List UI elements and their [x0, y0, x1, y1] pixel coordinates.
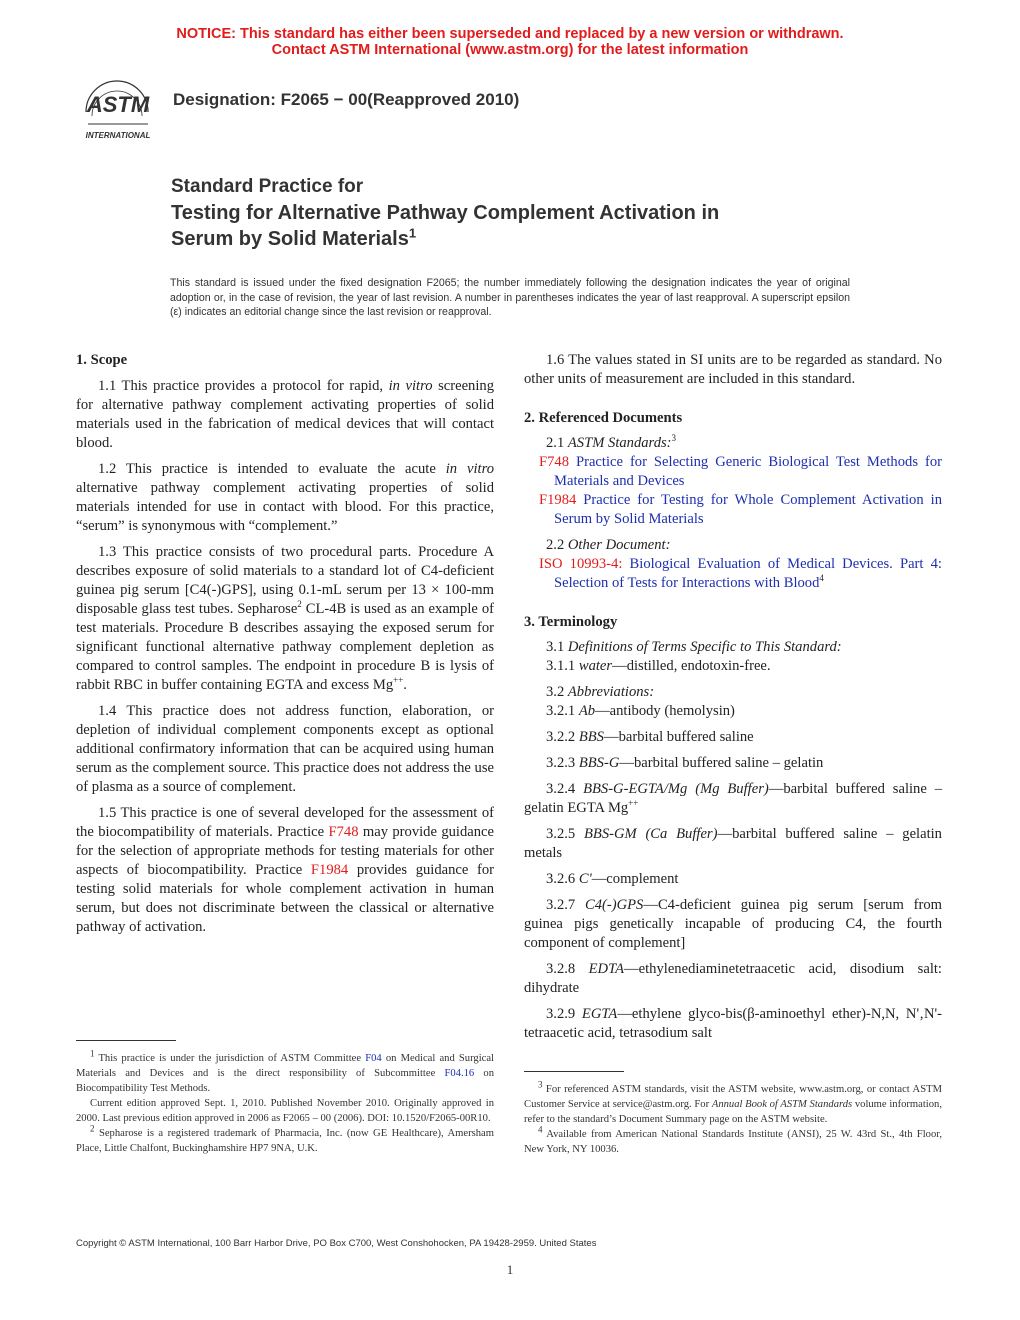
para-3-2-6: 3.2.6 C'—complement	[546, 871, 679, 887]
designation: Designation: F2065 − 00(Reapproved 2010)	[173, 90, 520, 109]
notice-line-1: NOTICE: This standard has either been superseded and replaced by a new version or withdrawn.	[176, 26, 844, 42]
section-1-heading: 1. Scope	[76, 352, 128, 368]
para-3-1-1: 3.1.1 water—distilled, endotoxin-free.	[546, 658, 771, 674]
para-3-2-9: 3.2.9 EGTA—ethylene glyco-bis(β-aminoethyl ether)-N,N, N'‚N'-tetraacetic acid, tetrasodium salt	[524, 1006, 942, 1041]
footnote-2: $^2$ Sepharose is a registered trademark of Pharmacia, Inc. (now GE Healthcare), Amersham Place, Little Chalfont, Buckinghamshire HP7 9NA, U.K.	[76, 1123, 494, 1154]
para-3-2-4: 3.2.4 BBS-G-EGTA/Mg (Mg Buffer)—barbital buffered saline – gelatin EGTA Mg++	[524, 781, 942, 816]
link-f1984[interactable]: F1984	[310, 862, 349, 878]
title-line-2: Testing for Alternative Pathway Complement Activation in	[171, 202, 720, 224]
para-1-2: 1.2 This practice is intended to evaluate the acute in vitro alternative pathway complement activating properties of solid materials intended for use in contact with blood. For this practice, “serum” is synonymous with “complement.”	[76, 461, 495, 534]
footnote-rule-right	[524, 1071, 624, 1072]
left-column	[76, 351, 494, 937]
document-title	[171, 174, 891, 252]
para-3-2-2: 3.2.2 BBS—barbital buffered saline	[546, 729, 754, 745]
para-3-2: 3.2 Abbreviations:	[546, 684, 655, 700]
para-3-2-5: 3.2.5 BBS-GM (Ca Buffer)—barbital buffered saline – gelatin metals	[524, 826, 942, 861]
footnote-4: $^4$ Available from American National Standards Institute (ANSI), 25 W. 43rd St., 4th Floor, New York, NY 10036.	[524, 1124, 942, 1155]
para-3-2-8: 3.2.8 EDTA—ethylenediaminetetraacetic acid, disodium salt: dihydrate	[524, 961, 942, 996]
title-line-1: Standard Practice for	[171, 176, 364, 197]
reference-f748[interactable]: F748 Practice for Selecting Generic Biological Test Methods for Materials and Devices	[539, 454, 942, 489]
title-line-3	[171, 226, 891, 252]
para-1-6: 1.6 The values stated in SI units are to be regarded as standard. No other units of measurement are included in this standard.	[524, 352, 942, 387]
footnotes-left	[76, 1048, 494, 1156]
para-1-1: 1.1 This practice provides a protocol for rapid, in vitro screening for alternative pathway complement activating properties of solid materials used in the fabrication of medical devices that will contact blood.	[76, 378, 494, 451]
astm-logo	[76, 78, 160, 142]
link-committee-f04[interactable]: F04	[365, 1053, 382, 1064]
para-1-4: 1.4 This practice does not address function, elaboration, or depletion of individual complement components except as optional additional confirmatory information that can be acquired using human serum as the complement source. This practice does not address the use of plasma as a source of complement.	[76, 703, 494, 795]
copyright: Copyright © ASTM International, 100 Barr Harbor Drive, PO Box C700, West Conshohocken, PA 19428-2959. United States	[76, 1238, 597, 1249]
footnote-1-edition: Current edition approved Sept. 1, 2010. Published November 2010. Originally approved in 2000. Last previous edition approved in 2006 as F2065 – 00 (2006). DOI: 10.1520/F2065-00R10.	[76, 1098, 494, 1124]
footnote-rule-left	[76, 1040, 176, 1041]
right-column	[524, 351, 942, 1043]
para-3-2-1: 3.2.1 Ab—antibody (hemolysin)	[546, 703, 735, 719]
title-line-3-text: Serum by Solid Materials	[171, 228, 409, 250]
title-footnote-marker: 1	[408, 225, 417, 241]
link-subcommittee-f04-16[interactable]: F04.16	[444, 1068, 475, 1079]
para-1-3: 1.3 This practice consists of two procedural parts. Procedure A describes exposure of solid materials to a standard lot of C4-deficient guinea pig serum [C4(-)GPS], using 0.1-mL serum per 13 × 100-mm disposable glass test tubes. Sepharose$^2$ CL-4B is used as an example of test materials. Procedure B describes assaying the exposed serum for significant functional alternative pathway complement depletion as compared to control samples. The endpoint in procedure B is lysis of rabbit RBC in buffer containing EGTA and excess Mg++.	[76, 544, 494, 693]
para-3-1: 3.1 Definitions of Terms Specific to This Standard:	[546, 639, 842, 655]
para-3-2-3: 3.2.3 BBS-G—barbital buffered saline – gelatin	[546, 755, 824, 771]
section-3-heading: 3. Terminology	[524, 614, 618, 630]
footnote-3: $^3$ For referenced ASTM standards, visit the ASTM website, www.astm.org, or contact ASTM Customer Service at service@astm.org. For Annual Book of ASTM Standards volume information, refer to the standard’s Document Summary page on the ASTM website.	[524, 1079, 942, 1125]
issuance-note: This standard is issued under the fixed designation F2065; the number immediately following the designation indicates the year of original adoption or, in the case of revision, the year of last revision. A number in parentheses indicates the year of last reapproval. A superscript epsilon (ε) indicates an editorial change since the last revision or reapproval.	[170, 277, 850, 318]
section-2-heading: 2. Referenced Documents	[524, 410, 683, 426]
logo-text: ASTM	[86, 92, 150, 117]
para-2-2: 2.2 Other Document:	[546, 537, 671, 553]
para-2-1: 2.1 ASTM Standards:$^3$	[546, 433, 677, 451]
para-3-2-7: 3.2.7 C4(-)GPS—C4-deficient guinea pig serum [serum from guinea pigs genetically incapable of producing C4, the fourth component of complement]	[524, 897, 942, 951]
link-f748[interactable]: F748	[328, 824, 359, 840]
reference-iso-10993-4[interactable]: ISO 10993-4: Biological Evaluation of Medical Devices. Part 4: Selection of Tests for Interactions with Blood$^4$	[539, 556, 942, 591]
logo-subtext: INTERNATIONAL	[85, 131, 151, 140]
footnote-1: $^1$ This practice is under the jurisdiction of ASTM Committee F04 on Medical and Surgical Materials and Devices and is the direct responsibility of Subcommittee F04.16 on Biocompatibility Test Methods.	[76, 1048, 494, 1094]
reference-f1984[interactable]: F1984 Practice for Testing for Whole Complement Activation in Serum by Solid Materials	[539, 492, 942, 527]
withdrawal-notice	[0, 26, 1020, 58]
footnotes-right	[524, 1079, 942, 1157]
notice-line-2: Contact ASTM International (www.astm.org) for the latest information	[271, 42, 749, 58]
para-1-5: 1.5 This practice is one of several developed for the assessment of the biocompatibility of materials. Practice F748 may provide guidance for the selection of appropriate methods for testing materials for other aspects of biocompatibility. Practice F1984 provides guidance for testing solid materials for whole complement activation in human serum, but does not discriminate between the classical or alternative pathway of activation.	[76, 805, 495, 935]
page-number: 1	[506, 1262, 514, 1277]
